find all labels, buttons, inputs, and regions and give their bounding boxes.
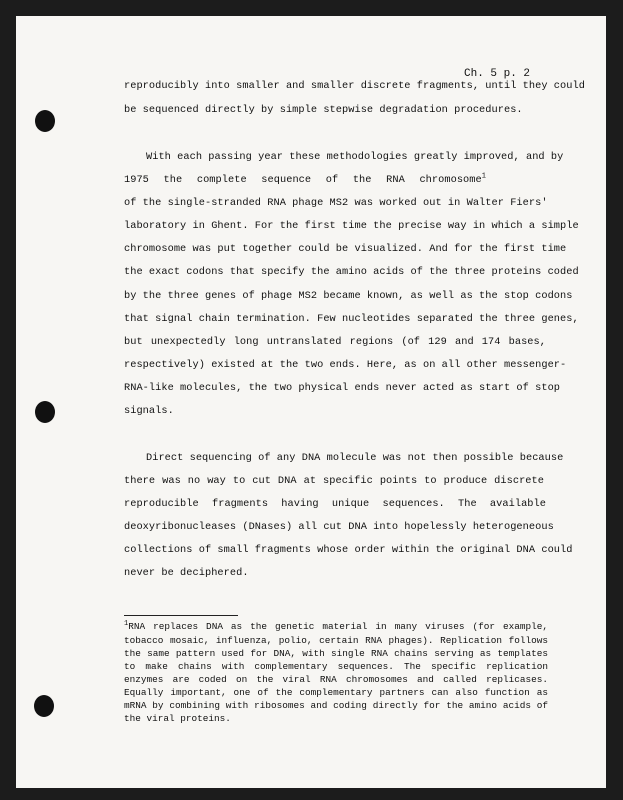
text-line: by the three genes of phage MS2 became known, as well as the stop codons [124,290,573,302]
text-line: Direct sequencing of any DNA molecule was not then possible because [146,452,564,464]
text-line-content: 1975 the complete sequence of the RNA chromosome [124,174,482,186]
footnote-line: Equally important, one of the complementary partners can also function as [124,687,548,698]
footnote-marker: 1 [124,619,129,628]
text-line: the exact codons that specify the amino acids of the three proteins coded [124,266,579,278]
text-line: chromosome was put together could be visualized. And for the first time [124,243,567,255]
footnote-line: the viral proteins. [124,713,231,724]
footnote-reference: 1 [481,172,486,181]
text-line: laboratory in Ghent. For the first time the precise way in which a simple [124,220,579,232]
text-line: With each passing year these methodologies greatly improved, and by [146,151,564,163]
footnote-text: RNA replaces DNA as the genetic material in many viruses (for example, [128,621,548,632]
footnote-line [124,621,548,632]
text-line: RNA-like molecules, the two physical ends never acted as start of stop [124,382,561,394]
text-line: collections of small fragments whose order within the original DNA could [124,544,573,556]
text-line: never be deciphered. [124,567,249,579]
text-line: there was no way to cut DNA at specific points to produce discrete [124,475,544,487]
page [16,16,606,788]
text-line: be sequenced directly by simple stepwise degradation procedures. [124,104,523,116]
text-line: signals. [124,405,174,417]
text-line [124,174,486,186]
text-line: of the single-stranded RNA phage MS2 was worked out in Walter Fiers' [124,197,548,209]
text-line: but unexpectedly long untranslated regions (of 129 and 174 bases, [124,336,546,348]
text-line: that signal chain termination. Few nucleotides separated the three genes, [124,313,579,325]
text-line: reproducibly into smaller and smaller discrete fragments, until they could [124,80,585,92]
footnote-line: the same pattern used for DNA, with single RNA chains serving as templates [124,648,548,659]
text-line: reproducible fragments having unique sequences. The available [124,498,546,510]
punch-hole [34,695,54,717]
footnote-line: tobacco mosaic, influenza, polio, certain RNA phages). Replication follows [124,635,548,646]
footnote-separator [124,615,238,616]
footnote-line: to make chains with complementary sequences. The specific replication [124,661,548,672]
page-header: Ch. 5 p. 2 [464,68,531,80]
punch-hole [35,401,55,423]
footnote-line: enzymes are coded on the viral RNA chromosomes and called replicases. [124,674,548,685]
footnote-line: mRNA by combining with ribosomes and coding directly for the amino acids of [124,700,548,711]
text-line: respectively) existed at the two ends. Here, as on all other messenger- [124,359,567,371]
punch-hole [35,110,55,132]
text-line: deoxyribonucleases (DNases) all cut DNA into hopelessly heterogeneous [124,521,554,533]
